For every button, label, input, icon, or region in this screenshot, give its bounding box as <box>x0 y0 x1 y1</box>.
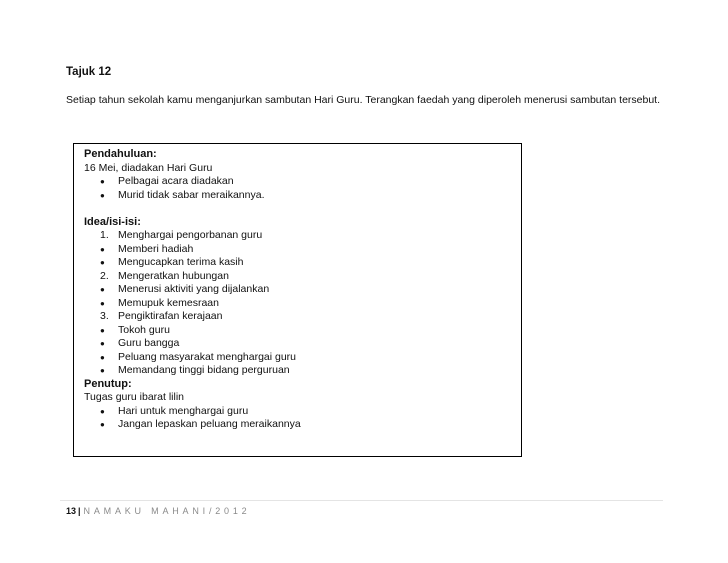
list-item: ● Memberi hadiah <box>100 242 194 255</box>
list-item: ● Murid tidak sabar meraikannya. <box>100 188 265 201</box>
bullet-icon: ● <box>100 244 105 254</box>
list-item: ● Pelbagai acara diadakan <box>100 175 234 187</box>
bullet-icon: ● <box>100 298 105 308</box>
list-item: 3. Pengiktirafan kerajaan <box>100 310 223 322</box>
bullet-icon: ● <box>100 285 105 294</box>
closing-title: Penutup: <box>84 377 132 390</box>
bullet-icon: ● <box>100 352 105 362</box>
list-item: ● Memupuk kemesraan <box>100 296 219 309</box>
intro-line: 16 Mei, diadakan Hari Guru <box>84 161 213 174</box>
outline-content <box>84 148 514 432</box>
list-item: ● Menerusi aktiviti yang dijalankan <box>100 283 270 295</box>
footer-text: NAMAKU MAHANI/2012 <box>83 506 251 516</box>
footer-divider <box>60 500 663 501</box>
list-item: ● Guru bangga <box>100 337 180 349</box>
closing-bullets <box>84 405 514 432</box>
page-footer <box>66 506 250 516</box>
bullet-icon: ● <box>100 339 105 348</box>
list-item: ● Tokoh guru <box>100 323 170 336</box>
bullet-icon: ● <box>100 366 105 375</box>
bullet-icon: ● <box>100 420 105 429</box>
bullet-icon: ● <box>100 406 105 416</box>
list-item: ● Mengucapkan terima kasih <box>100 256 244 268</box>
list-item: ● Peluang masyarakat menghargai guru <box>100 350 297 363</box>
body-items <box>84 229 514 378</box>
list-item: ● Hari untuk menghargai guru <box>100 404 249 417</box>
page-heading: Tajuk 12 <box>66 66 112 78</box>
number-marker: 2. <box>100 269 109 282</box>
number-marker: 3. <box>100 310 109 322</box>
list-item: 2. Mengeratkan hubungan <box>100 269 229 282</box>
essay-question: Setiap tahun sekolah kamu menganjurkan sambutan Hari Guru. Terangkan faedah yang diperoleh menerusi sambutan tersebut. <box>66 94 661 106</box>
footer-separator: | <box>78 506 81 516</box>
closing-line: Tugas guru ibarat lilin <box>84 391 184 403</box>
bullet-icon: ● <box>100 177 105 186</box>
bullet-icon: ● <box>100 325 105 335</box>
list-item: ● Memandang tinggi bidang perguruan <box>100 364 290 376</box>
body-title: Idea/isi-isi: <box>84 215 141 228</box>
list-item: ● Jangan lepaskan peluang meraikannya <box>100 418 301 430</box>
intro-title: Pendahuluan: <box>84 148 157 160</box>
bullet-icon: ● <box>100 190 105 200</box>
list-item: 1. Menghargai pengorbanan guru <box>100 229 263 241</box>
intro-bullets <box>84 175 514 202</box>
bullet-icon: ● <box>100 258 105 267</box>
number-marker: 1. <box>100 229 109 241</box>
page-number: 13 <box>66 506 77 516</box>
